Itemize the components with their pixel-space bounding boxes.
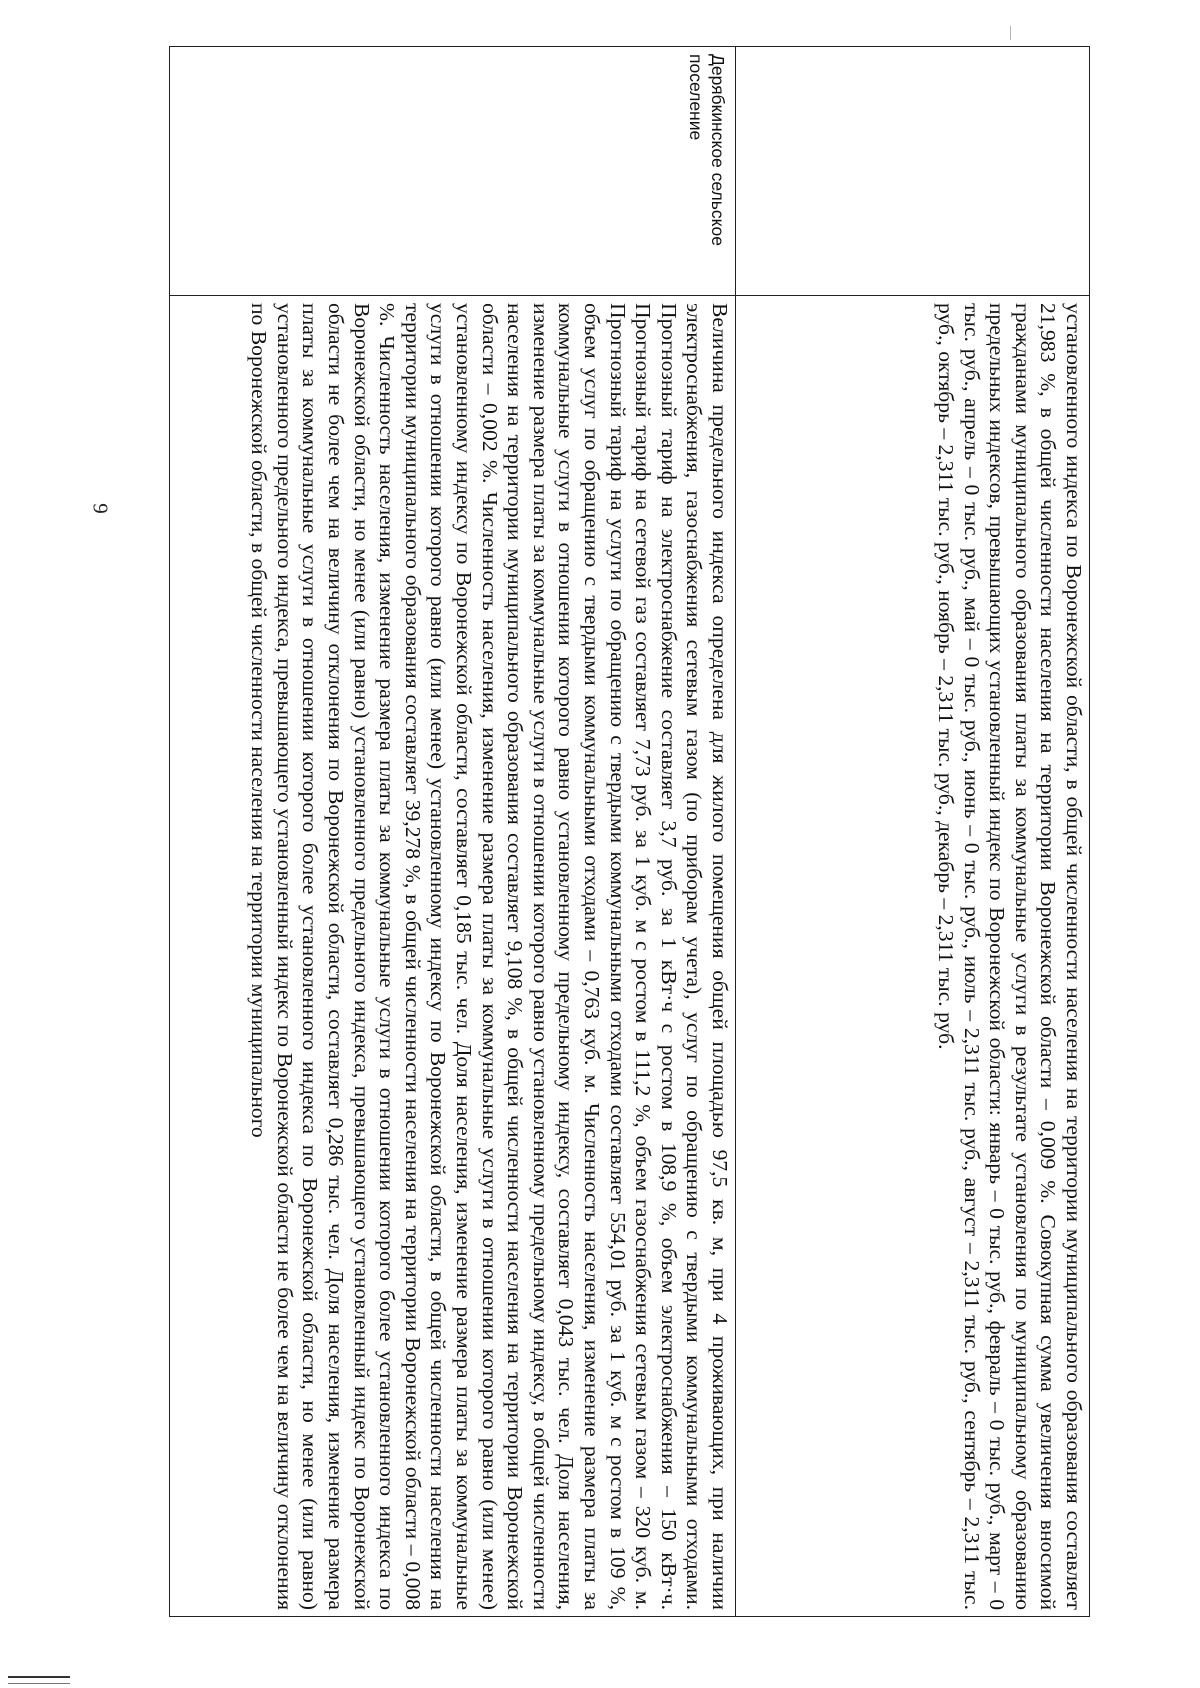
description-cell (736, 296, 1090, 1617)
scan-artifact-top (1010, 26, 1011, 40)
rotated-table-frame (170, 46, 1090, 1616)
settlements-table (169, 46, 1090, 1617)
scan-artifact-bottom (8, 1676, 70, 1684)
settlement-name-cell (736, 47, 1090, 296)
page-number: 9 (88, 503, 113, 514)
description-cell (170, 296, 736, 1617)
settlement-name (1083, 47, 1089, 295)
table-row (736, 47, 1090, 1617)
description-text: установленного индекса по Воронежской области, в общей численности населения на территории муниципального образования составляет 21,983 %, в общей численности населения на территории Воронежской области – 0,009 %. Совокупная сумма увеличения вносимой гражданами муниципального образования платы за коммунальные услуги в результате установления по муниципальному образованию предельных индексов, превышающих установленный индекс по Воронежской области: январь – 0 тыс. руб., февраль – 0 тыс. руб., март – 0 тыс. руб., апрель – 0 тыс. руб., май – 0 тыс. руб., июнь – 0 тыс. руб., июль – 2,311 тыс. руб., август – 2,311 тыс. руб., сентябрь – 2,311 тыс. руб., октябрь – 2,311 тыс. руб., ноябрь – 2,311 тыс. руб., декабрь – 2,311 тыс. руб. (934, 303, 1086, 1610)
description-text: Величина предельного индекса определена для жилого помещения общей площадью 97,5 кв. м, при 4 проживающих, при наличии электроснабжения, газоснабжения сетевым газом (по приборам учета), услуг по обращению с твердыми коммунальными отходами. Прогнозный тариф на электроснабжение составляет 3,7 руб. за 1 кВт·ч с ростом в 108,9 %, объем электроснабжения – 150 кВт·ч. Прогнозный тариф на сетевой газ составляет 7,73 руб. за 1 куб. м с ростом в 111,2 %, объем газоснабжения сетевым газом – 320 куб. м. Прогнозный тариф на услуги по обращению с твердыми коммунальными отходами составляет 554,01 руб. за 1 куб. м с ростом в 109 %, объем услуг по обращению с твердыми коммунальными отходами – 0,763 куб. м. Численность населения, изменение размера платы за коммунальные услуги в отношении которого равно установленному предельному индексу, составляет 0,043 тыс. чел. Доля населения, изменение размера платы за коммунальные услуги в отношении которого равно установленному предельному индексу, в общей численности населения на территории муниципального образования составляет 9,108 %, в общей численности населения на территории Воронежской области – 0,002 %. Численность населения, изменение размера платы за коммунальные услуги в отношении которого равно (или менее) установленному индексу по Воронежской области, составляет 0,185 тыс. чел. Доля населения, изменение размера платы за коммунальные услуги в отношении которого равно (или менее) установленному индексу по Воронежской области, в общей численности населения на территории муниципального образования составляет 39,278 %, в общей численности населения на территории Воронежской области – 0,008 %. Численность населения, изменение размера платы за коммунальные услуги в отношении которого более установленного индекса по Воронежской области, но менее (или равно) установленного предельного индекса, превышающего установленный индекс по Воронежской области не более чем на величину отклонения по Воронежской области, составляет 0,286 тыс. чел. Доля населения, изменение размера платы за коммунальные услуги в отношении которого более установленного индекса по Воронежской области, но менее (или равно) установленного предельного индекса, превышающего установленный индекс по Воронежской области не более чем на величину отклонения по Воронежской области, в общей численности населения на территории муниципального (247, 303, 732, 1610)
table-row (170, 47, 736, 1617)
settlement-name: Дерябкинское сельское поселение (686, 54, 728, 246)
settlement-name-cell (170, 47, 736, 296)
